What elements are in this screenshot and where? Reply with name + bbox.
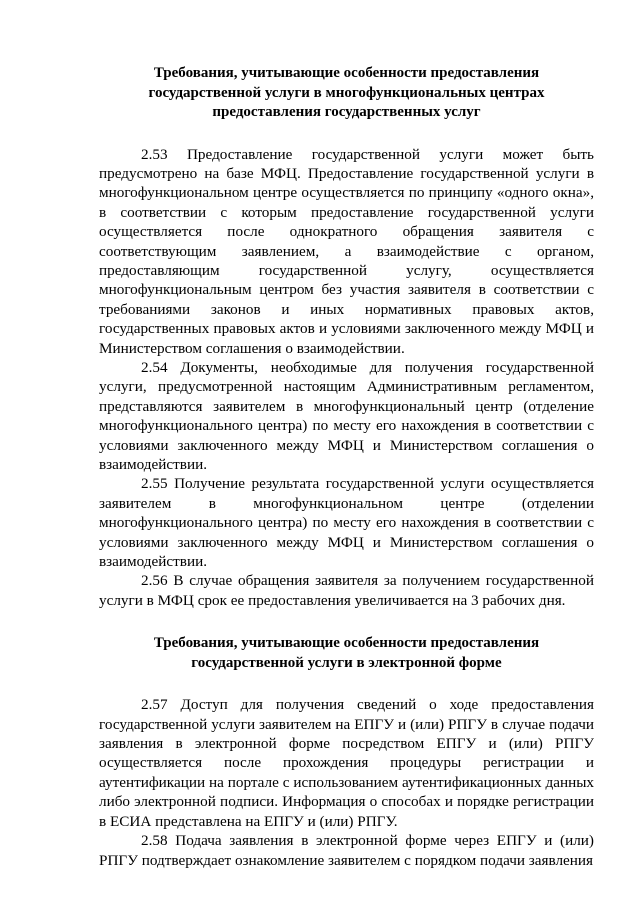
paragraph-2-56: 2.56 В случае обращения заявителя за получением государственной услуги в МФЦ срок ее предоставления увеличивается на 3 рабочих дня. (99, 572, 594, 609)
heading-line: государственной услуги в многофункциональных центрах (148, 84, 545, 101)
paragraph-2-55: 2.55 Получение результата государственной услуги осуществляется заявителем в многофункциональном центре (отделении многофункционального центра) по месту его нахождения в соответствии с условиями заключенного между МФЦ и Министерством соглашения о взаимодействии. (99, 475, 594, 571)
heading-line: Требования, учитывающие особенности предоставления (153, 635, 540, 652)
paragraph-2-58: 2.58 Подача заявления в электронной форме через ЕПГУ и (или) РПГУ подтверждает ознакомление заявителем с порядком подачи заявления (99, 832, 594, 869)
section-heading-mfc (99, 64, 594, 123)
heading-line: Требования, учитывающие особенности предоставления (153, 65, 540, 81)
paragraph-2-54: 2.54 Документы, необходимые для получения государственной услуги, предусмотренной настоящим Административным регламентом, представляются заявителем в многофункциональный центр (отделение многофункционального центра) по месту его нахождения в соответствии с условиями заключенного между МФЦ и Министерством соглашения о взаимодействии. (99, 358, 594, 473)
paragraph-2-57: 2.57 Доступ для получения сведений о ходе предоставления государственной услуги заявителем на ЕПГУ и (или) РПГУ в случае подачи заявления в электронной форме посредством ЕПГУ и (или) РПГУ осуществляется после прохождения процедуры регистрации и аутентификации на портале с использованием аутентификационных данных либо электронной подписи. Информация о способах и порядке регистрации в ЕСИА представлена на ЕПГУ и (или) РПГУ. (99, 696, 594, 830)
heading-line: предоставления государственных услуг (212, 104, 481, 120)
paragraph-2-53: 2.53 Предоставление государственной услуги может быть предусмотрено на базе МФЦ. Предоставление государственной услуги в многофункциональном центре осуществляется по принципу «одного окна», в соответствии с которым предоставление государственной услуги осуществляется после однократного обращения заявителя с соответствующим заявлением, а взаимодействие с органом, предоставляющим государственной услугу, осуществляется многофункциональным центром без участия заявителя в соответствии с требованиями законов и иных нормативных правовых актов, государственных правовых актов и условиями заключенного между МФЦ и Министерством соглашения о взаимодействии. (99, 145, 594, 357)
heading-line: государственной услуги в электронной форме (191, 654, 502, 671)
section-heading-electronic (99, 634, 594, 673)
